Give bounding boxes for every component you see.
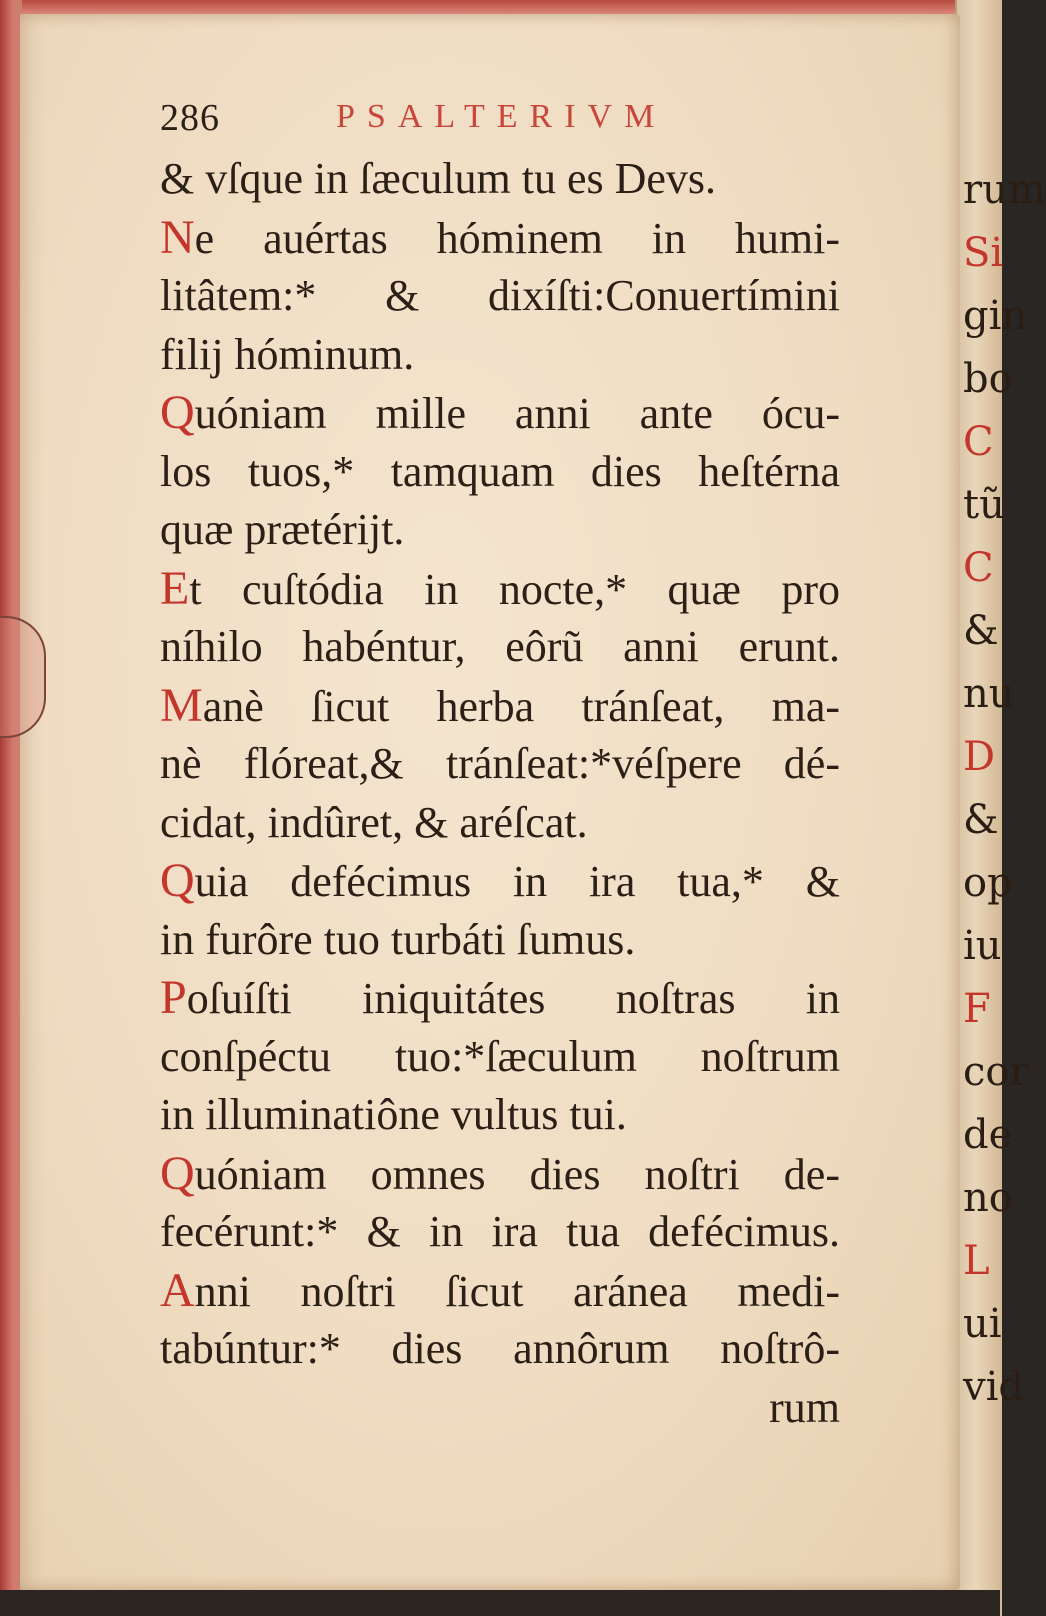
line-text: nè flóreat,& tránſeat:*véſpere dé- (160, 739, 840, 788)
facing-page-fragment: & (963, 608, 999, 654)
line-text: e auértas hóminem in humi- (194, 213, 840, 263)
line-text: uóniam mille anni ante ócu- (194, 389, 840, 438)
page-edge-top (0, 0, 975, 14)
red-initial: E (160, 561, 190, 615)
line-text: filij hóminum. (160, 329, 415, 379)
facing-page-fragment: Si (963, 230, 1004, 276)
text-line (160, 384, 840, 443)
facing-page-fragment: L (963, 1238, 990, 1284)
text-line (160, 794, 840, 853)
line-text: litâtem:* & dixíſti:Conuertímini (160, 271, 840, 320)
line-text: níhilo habéntur, eôrũ anni erunt. (160, 622, 840, 671)
facing-page-fragment: op (963, 860, 1013, 906)
line-text: & vſque in ſæculum tu es Devs. (160, 154, 717, 203)
red-initial: Q (160, 386, 195, 439)
line-text: quæ prætérijt. (160, 505, 405, 554)
page-text-block (160, 96, 840, 1437)
line-text: tabúntur:* dies annôrum noſtrô- (160, 1324, 840, 1373)
red-initial: Q (160, 1146, 195, 1200)
facing-page-fragment: bo (963, 356, 1013, 402)
text-line (160, 326, 840, 385)
facing-page-fragment: nu (963, 671, 1015, 717)
page-number: 286 (160, 97, 220, 139)
line-text: cidat, indûret, & aréſcat. (160, 797, 588, 847)
red-initial: N (160, 210, 195, 264)
facing-page-fragment: C (963, 545, 994, 591)
red-initial: M (160, 678, 203, 732)
facing-page-fragment: tũ (963, 482, 1005, 528)
text-line (160, 1145, 840, 1204)
text-line (160, 1203, 840, 1262)
facing-page-fragment: de (963, 1112, 1013, 1158)
text-line (160, 1320, 840, 1379)
page-tab-marker (0, 616, 46, 738)
facing-page-fragment: rum (963, 167, 1046, 213)
line-text: in furôre tuo turbáti ſumus. (160, 914, 636, 964)
line-text: fecérunt:* & in ira tua defécimus. (160, 1207, 840, 1256)
facing-page-fragment: ui (963, 1301, 1002, 1347)
page-header (160, 96, 840, 150)
text-line (160, 852, 840, 911)
line-text: rum (769, 1382, 840, 1432)
text-line (160, 1262, 840, 1321)
psalm-verses (160, 150, 840, 1437)
red-initial: A (160, 1263, 195, 1317)
line-text: t cuſtódia in nocte,* quæ pro (189, 564, 840, 614)
facing-page-fragment: C (963, 419, 994, 465)
facing-page-fragment: F (963, 986, 991, 1032)
page-edge-left (0, 0, 22, 1616)
running-head: PSALTERIVM (336, 98, 667, 135)
facing-page-fragment: no (963, 1175, 1013, 1221)
text-line (160, 1086, 840, 1145)
binding-shadow (0, 1590, 1000, 1616)
line-text: uóniam omnes dies noſtri de- (194, 1149, 840, 1199)
facing-page-fragment: vid (963, 1364, 1024, 1410)
line-text: oſuíſti iniquitátes noſtras in (186, 974, 840, 1023)
red-initial: P (160, 971, 187, 1024)
line-text: uia defécimus in ira tua,* & (194, 857, 840, 906)
text-line (160, 150, 840, 209)
text-line (160, 501, 840, 560)
text-line (160, 1379, 840, 1438)
facing-page-fragment: & (963, 797, 999, 843)
line-text: nni noſtri ſicut aránea medi- (194, 1266, 840, 1316)
text-line (160, 209, 840, 268)
facing-page-fragment: gin (963, 293, 1028, 339)
facing-page-fragment: cor (963, 1049, 1029, 1095)
line-text: anè ſicut herba tránſeat, ma- (202, 681, 840, 731)
text-line (160, 969, 840, 1028)
text-line (160, 677, 840, 736)
text-line (160, 443, 840, 502)
line-text: in illuminatiône vultus tui. (160, 1090, 627, 1139)
text-line (160, 267, 840, 326)
facing-page-strip (955, 0, 1046, 1616)
text-line (160, 560, 840, 619)
text-line (160, 735, 840, 794)
facing-page-fragment: D (963, 734, 996, 780)
text-line (160, 1028, 840, 1087)
text-line (160, 911, 840, 970)
red-initial: Q (160, 854, 195, 907)
facing-page-fragment: iu (963, 923, 1002, 969)
line-text: los tuos,* tamquam dies heſtérna (160, 446, 840, 496)
line-text: conſpéctu tuo:*ſæculum noſtrum (160, 1031, 840, 1081)
text-line (160, 618, 840, 677)
